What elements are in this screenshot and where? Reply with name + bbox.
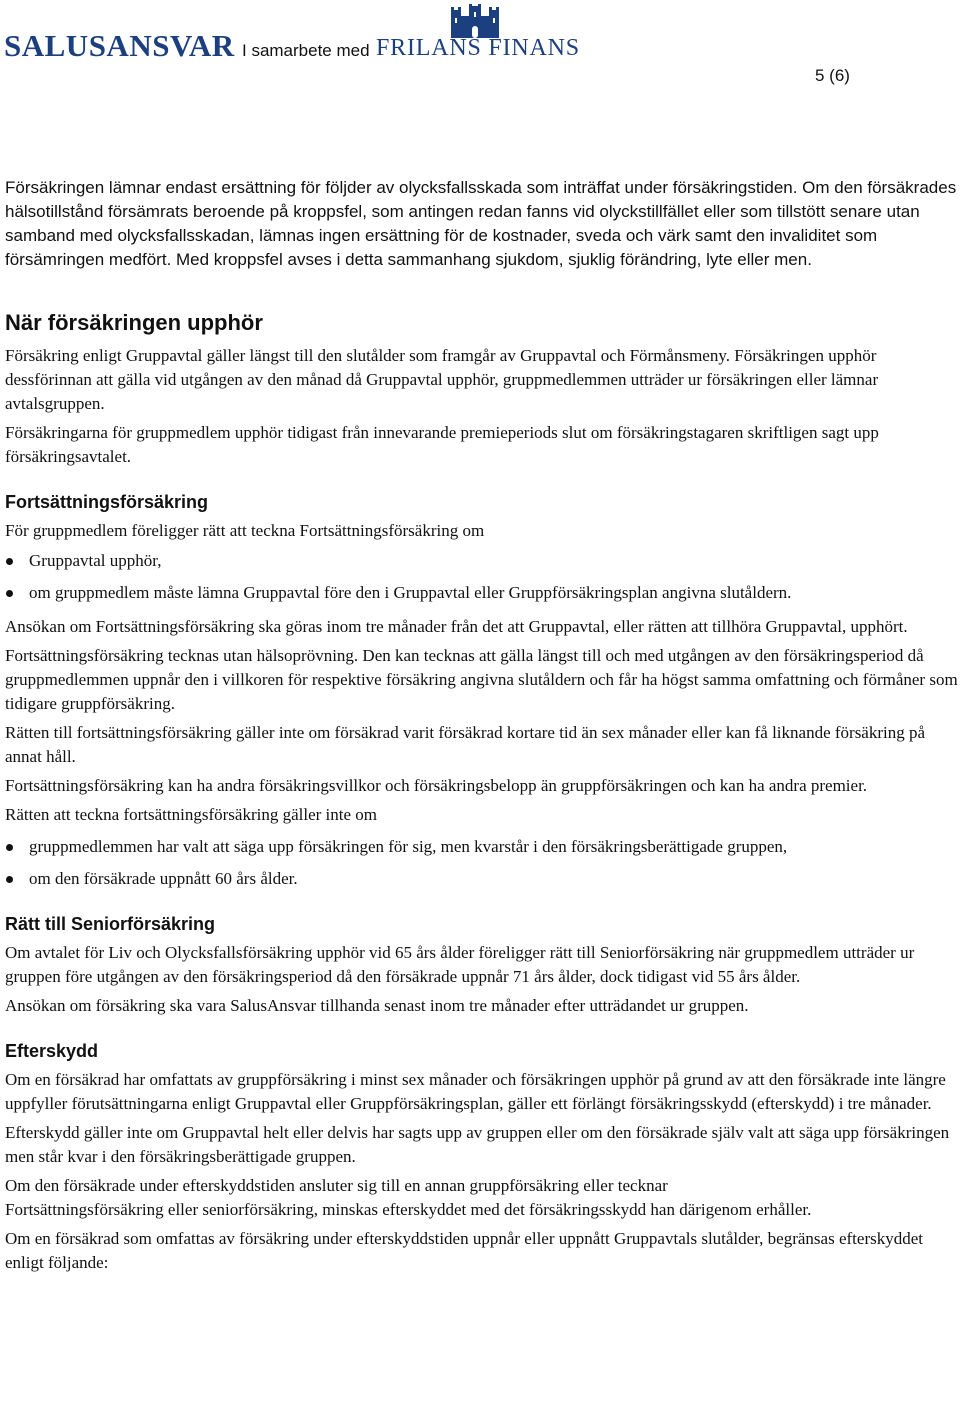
list-item: Gruppavtal upphör, bbox=[5, 549, 958, 573]
efterskydd-paragraph-1: Om en försäkrad har omfattats av gruppförsäkring i minst sex månader och försäkringen upphör på grund av att den försäkrade inte längre uppfyller förutsättningarna enligt Gruppavtal eller Gruppförsäkringsplan, gäller ett förlängt försäkringsskydd (efterskydd) i tre månader. bbox=[5, 1070, 946, 1113]
upphor-paragraph-1: Försäkring enligt Gruppavtal gäller längst till den slutålder som framgår av Gruppavtal och Förmånsmeny. Försäkringen upphör dessförinnan att gälla vid utgången av den månad då Gruppavtal upphör, gruppmedlemmen utträder ur försäkringen eller lämnar avtalsgruppen. bbox=[5, 346, 879, 413]
efterskydd-paragraph-3b: Fortsättningsförsäkring eller seniorförsäkring, minskas efterskyddet med det försäkringsskydd han därigenom erhåller. bbox=[5, 1200, 812, 1219]
senior-paragraph-2: Ansökan om försäkring ska vara SalusAnsvar tillhanda senast inom tre månader efter utträdandet ur gruppen. bbox=[5, 996, 749, 1015]
efterskydd-paragraph-3a: Om den försäkrade under efterskyddstiden ansluter sig till en annan gruppförsäkring eller tecknar bbox=[5, 1176, 668, 1195]
salusansvar-logo: SALUSANSVAR bbox=[4, 28, 235, 63]
fortsattning-paragraph-6: Rätten att teckna fortsättningsförsäkring gäller inte om bbox=[5, 805, 377, 824]
frilans-finans-logo: FRILANS FINANS bbox=[376, 35, 580, 61]
castle-icon bbox=[447, 4, 503, 38]
document-body bbox=[5, 176, 958, 1275]
page-header bbox=[0, 0, 960, 100]
fortsattning-paragraph-4: Rätten till fortsättningsförsäkring gäller inte om försäkrad varit försäkrad kortare tid än sex månader eller kan få liknande försäkring på annat håll. bbox=[5, 723, 926, 766]
list-item: om den försäkrade uppnått 60 års ålder. bbox=[5, 867, 958, 891]
fortsattning-paragraph-1: För gruppmedlem föreligger rätt att teckna Fortsättningsförsäkring om bbox=[5, 521, 485, 540]
fortsattning-list-2 bbox=[5, 835, 958, 891]
list-item: gruppmedlemmen har valt att säga upp försäkringen för sig, men kvarstår i den försäkringsberättigade gruppen, bbox=[5, 835, 958, 859]
intro-paragraph: Försäkringen lämnar endast ersättning för följder av olycksfallsskada som inträffat under försäkringstiden. Om den försäkrades hälsotillstånd försämrats beroende på kroppsfel, som antingen redan fanns vid olyckstillfället eller som tillstött senare utan samband med olycksfallsskadan, lämnas ingen ersättning för de kostnader, sveda och värk samt den invaliditet som försämringen medfört. Med kroppsfel avses i detta sammanhang sjukdom, sjuklig förändring, lyte eller men. bbox=[5, 178, 957, 269]
fortsattning-paragraph-3: Fortsättningsförsäkring tecknas utan hälsoprövning. Den kan tecknas att gälla längst till och med utgången av den försäkringsperiod då gruppmedlemmen uppnår den i villkoren för respektive försäkring angivna slutåldern och får ha högst samma omfattning och förmåner som tidigare gruppförsäkring. bbox=[5, 646, 958, 713]
senior-paragraph-1: Om avtalet för Liv och Olycksfallsförsäkring upphör vid 65 års ålder föreligger rätt till Seniorförsäkring när gruppmedlem utträder ur gruppen före utgången av den försäkringsperiod då den försäkrade uppnår 71 års ålder, dock tidigast vid 55 års ålder. bbox=[5, 943, 915, 986]
list-item: om gruppmedlem måste lämna Gruppavtal före den i Gruppavtal eller Gruppförsäkringsplan angivna slutåldern. bbox=[5, 581, 958, 605]
efterskydd-paragraph-2: Efterskydd gäller inte om Gruppavtal helt eller delvis har sagts upp av gruppen eller om den försäkrade själv valt att säga upp försäkringen men står kvar i den försäkringsberättigade gruppen. bbox=[5, 1123, 950, 1166]
fortsattning-list-1 bbox=[5, 549, 958, 605]
heading-efterskydd: Efterskydd bbox=[5, 1041, 99, 1061]
cooperation-text: I samarbete med bbox=[242, 41, 370, 60]
efterskydd-paragraph-4: Om en försäkrad som omfattas av försäkring under efterskyddstiden uppnår eller uppnått Gruppavtals slutålder, begränsas efterskyddet enligt följande: bbox=[5, 1229, 923, 1272]
heading-ratt-till-seniorforsakring: Rätt till Seniorförsäkring bbox=[5, 914, 216, 934]
fortsattning-paragraph-5: Fortsättningsförsäkring kan ha andra försäkringsvillkor och försäkringsbelopp än gruppförsäkringen och kan ha andra premier. bbox=[5, 776, 868, 795]
fortsattning-paragraph-2: Ansökan om Fortsättningsförsäkring ska göras inom tre månader från det att Gruppavtal, eller rätten att tillhöra Gruppavtal, upphört. bbox=[5, 617, 908, 636]
heading-nar-forsakringen-upphor: När försäkringen upphör bbox=[5, 310, 263, 335]
upphor-paragraph-2: Försäkringarna för gruppmedlem upphör tidigast från innevarande premieperiods slut om försäkringstagaren skriftligen sagt upp försäkringsavtalet. bbox=[5, 423, 879, 466]
page-number: 5 (6) bbox=[815, 66, 850, 85]
heading-fortsattningsforsakring: Fortsättningsförsäkring bbox=[5, 492, 209, 512]
